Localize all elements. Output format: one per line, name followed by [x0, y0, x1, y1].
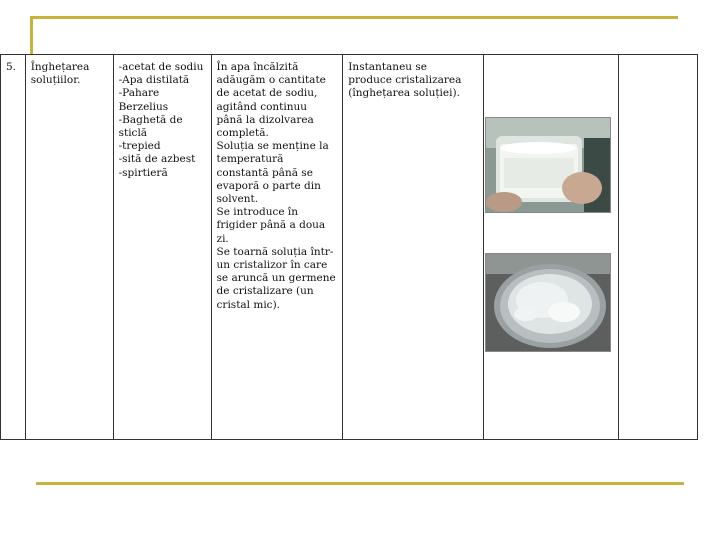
procedure-line: completă. [216, 127, 269, 140]
title-cell [25, 55, 113, 440]
material-item: -acetat de sodiu [118, 61, 204, 73]
procedure-line: agitând continuu [216, 100, 308, 113]
crystallizer-photo-image [486, 254, 610, 351]
material-item: sticlă [118, 127, 148, 140]
decorative-top-line [30, 16, 678, 19]
material-item: -Pahare [118, 87, 160, 100]
procedure-line: adăugăm o cantitate [216, 74, 326, 87]
material-item: -trepied [118, 140, 161, 153]
observation-line: Instantaneu se [348, 61, 427, 73]
material-item: -Baghetă de [118, 113, 183, 126]
crystallizer-photo [485, 253, 611, 352]
materials-cell [113, 55, 211, 440]
decorative-bottom-line [36, 482, 684, 485]
procedure-line: cristal mic). [216, 298, 280, 311]
procedure-line: În apa încălzită [216, 61, 299, 73]
procedure-line: de cristalizare (un [216, 285, 314, 298]
procedure-line: constantă până se [216, 166, 313, 179]
procedure-line: până la dizolvarea [216, 113, 314, 126]
procedure-line: de acetat de sodiu, [216, 87, 318, 100]
observation-cell [343, 55, 484, 440]
procedure-line: evaporă o parte din [216, 179, 321, 192]
procedure-line: solvent. [216, 193, 259, 206]
table-row [1, 55, 698, 440]
row-number-cell [1, 55, 26, 440]
row-number: 5. [6, 61, 17, 73]
procedure-line: frigider până a doua [216, 219, 326, 232]
beaker-photo [485, 117, 611, 213]
photos-cell [484, 55, 619, 440]
experiment-table [0, 54, 698, 440]
title-line: Înghețarea [30, 61, 90, 73]
procedure-cell [211, 55, 343, 440]
procedure-line: temperatură [216, 153, 284, 166]
beaker-photo-image [486, 118, 610, 212]
decorative-vertical-line [30, 16, 33, 54]
title-line: soluțiilor. [30, 74, 81, 87]
material-item: -sită de azbest [118, 153, 196, 166]
procedure-line: un cristalizor în care [216, 259, 328, 272]
material-item: -spirtieră [118, 166, 168, 179]
observation-line: produce cristalizarea [348, 74, 462, 87]
procedure-line: zi. [216, 232, 229, 245]
procedure-line: Soluția se menține la [216, 140, 329, 153]
procedure-line: Se toarnă soluția într- [216, 245, 334, 258]
material-item: Berzelius [118, 100, 169, 113]
procedure-line: se aruncă un germene [216, 272, 336, 285]
empty-cell [619, 55, 698, 440]
procedure-line: Se introduce în [216, 206, 299, 219]
observation-line: (înghețarea soluției). [348, 87, 460, 100]
material-item: -Apa distilată [118, 74, 190, 87]
